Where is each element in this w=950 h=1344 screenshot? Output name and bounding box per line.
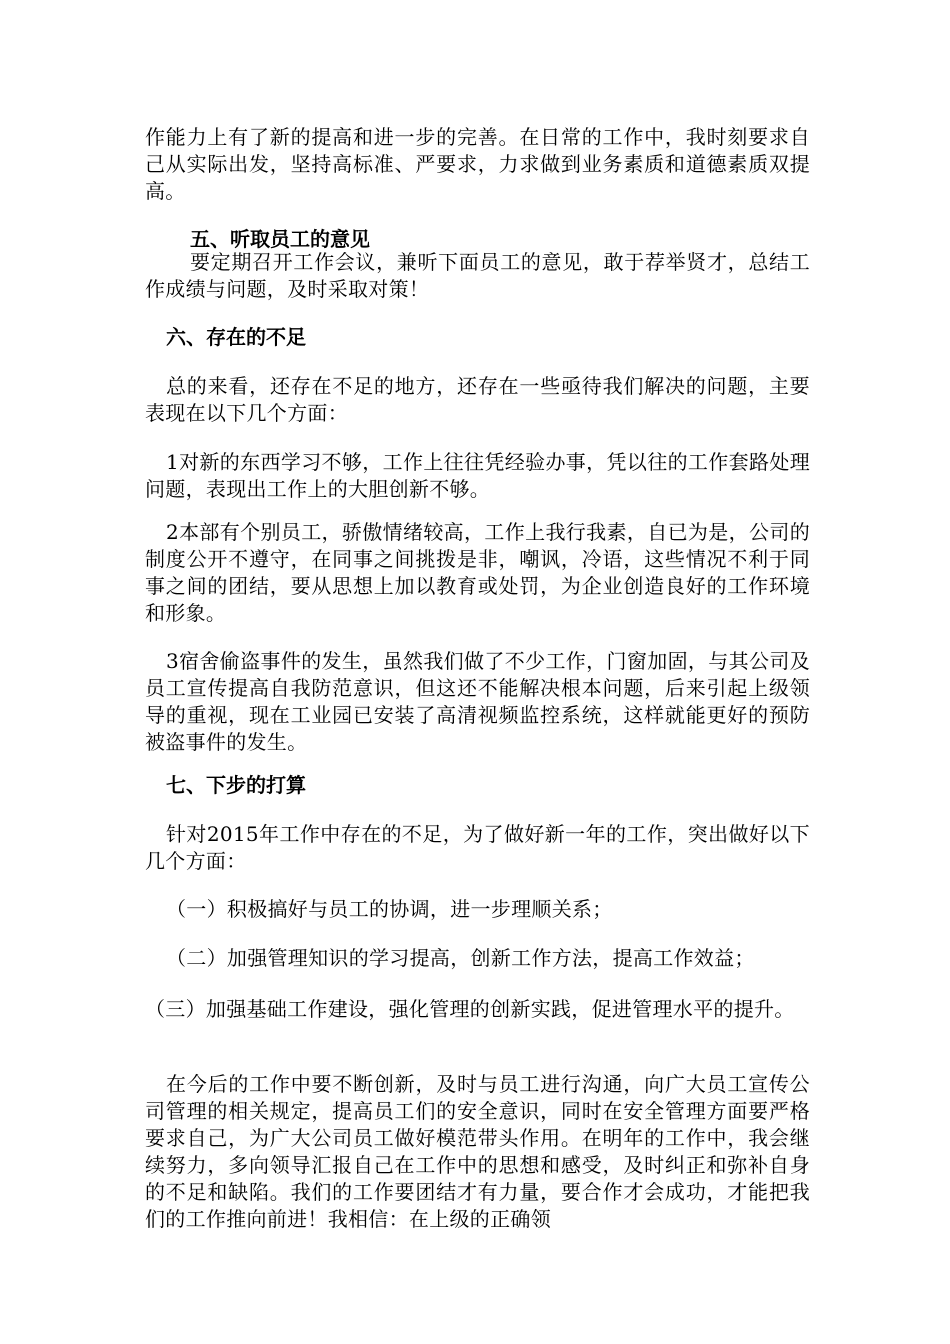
paragraph-section-5: 要定期召开工作会议，兼听下面员工的意见，敢于荐举贤才，总结工作成绩与问题，及时采取对策！ <box>145 250 810 301</box>
plan-item-2: （二）加强管理知识的学习提高，创新工作方法，提高工作效益； <box>166 946 755 970</box>
paragraph-intro: 作能力上有了新的提高和进一步的完善。在日常的工作中，我时刻要求自己从实际出发，坚持高标准、严要求，力求做到业务素质和道德素质双提高。 <box>145 125 810 203</box>
heading-section-5: 五、听取员工的意见 <box>190 227 370 251</box>
plan-item-3: （三）加强基础工作建设，强化管理的创新实践，促进管理水平的提升。 <box>145 997 795 1021</box>
paragraph-section-7: 针对2015年工作中存在的不足，为了做好新一年的工作，突出做好以下几个方面： <box>145 822 810 873</box>
heading-section-6: 六、存在的不足 <box>166 325 306 349</box>
plan-item-1: （一）积极搞好与员工的协调，进一步理顺关系； <box>166 897 613 921</box>
list-item-1: 1对新的东西学习不够，工作上往往凭经验办事，凭以往的工作套路处理问题，表现出工作上的大胆创新不够。 <box>145 450 810 501</box>
paragraph-section-6: 总的来看，还存在不足的地方，还存在一些亟待我们解决的问题，主要表现在以下几个方面： <box>145 374 810 425</box>
paragraph-final: 在今后的工作中要不断创新，及时与员工进行沟通，向广大员工宣传公司管理的相关规定，提高员工们的安全意识，同时在安全管理方面要严格要求自己，为广大公司员工做好模范带头作用。在明年的工作中，我会继续努力，多向领导汇报自己在工作中的思想和感受，及时纠正和弥补自身的不足和缺陷。我们的工作要团结才有力量，要合作才会成功，才能把我们的工作推向前进！我相信：在上级的正确领 <box>145 1072 810 1231</box>
heading-section-7: 七、下步的打算 <box>166 773 306 797</box>
list-item-3: 3宿舍偷盗事件的发生，虽然我们做了不少工作，门窗加固，与其公司及员工宣传提高自我防范意识，但这还不能解决根本问题，后来引起上级领导的重视，现在工业园已安装了高清视频监控系统，这样就能更好的预防被盗事件的发生。 <box>145 649 810 754</box>
list-item-2: 2本部有个别员工，骄傲情绪较高，工作上我行我素，自已为是，公司的制度公开不遵守，在同事之间挑拨是非，嘲讽，冷语，这些情况不利于同事之间的团结，要从思想上加以教育或处罚，为企业创造良好的工作环境和形象。 <box>145 520 810 625</box>
